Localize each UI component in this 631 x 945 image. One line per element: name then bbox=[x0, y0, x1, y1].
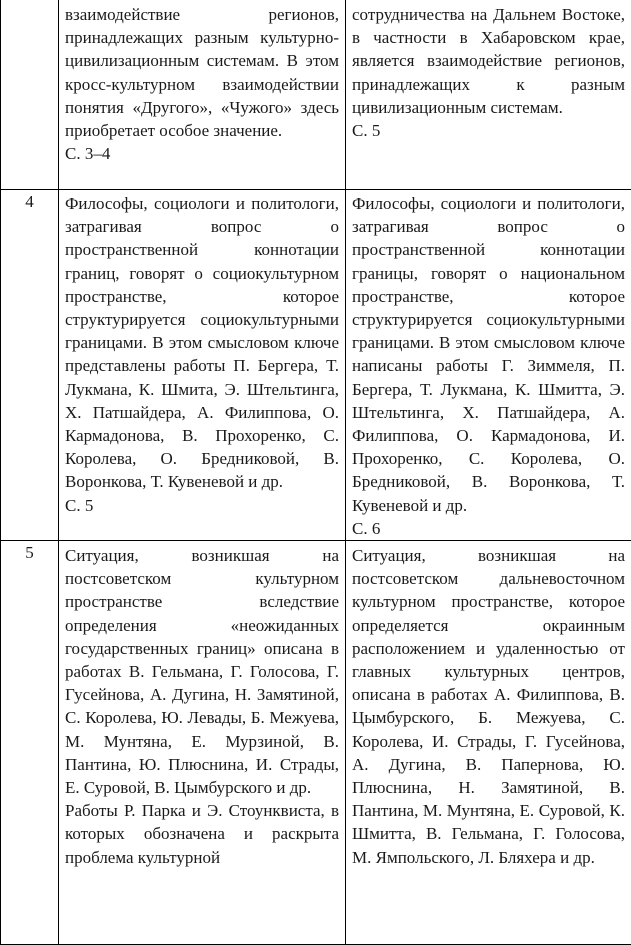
page-reference: С. 6 bbox=[352, 517, 625, 540]
compared-text-cell bbox=[346, 0, 631, 190]
original-text: взаимодействие регионов, принадлежащих разным культурно-цивилизационным системам. В этом кросс-культурном взаимодействии понятия «Другого», «Чужого» здесь приобретает особое значение. bbox=[65, 3, 339, 142]
original-text-cell bbox=[59, 190, 346, 541]
compared-text: сотрудничества на Дальнем Востоке, в частности в Хабаровском крае, является взаимодействие регионов, принадлежащих к разным цивилизационным системам. bbox=[352, 3, 625, 119]
row-number-cell bbox=[1, 0, 59, 190]
page-reference: С. 3–4 bbox=[65, 142, 339, 165]
compared-text-cell bbox=[346, 190, 631, 541]
original-text-cell bbox=[59, 0, 346, 190]
original-text: Ситуация, возникшая на постсоветском культурном пространстве вследствие определения «неожиданных государственных границ» описана в работах В. Гельмана, Г. Голосова, Г. Гусейнова, А. Дугина, Н. Замятиной, С. Королева, Ю. Левады, Б. Межуева, М. Мунтяна, Е. Мурзиной, В. Пантина, Ю. Плюснина, И. Страды, Е. Суровой, В. Цымбурского и др. bbox=[65, 544, 339, 799]
table-row bbox=[1, 541, 631, 945]
compared-text: Ситуация, возникшая на постсоветском дальневосточном культурном пространстве, которое определяется окраинным расположением и удаленностью от главных культурных центров, описана в работах А. Филиппова, В. Цымбурского, Б. Межуева, С. Королева, И. Страды, Г. Гусейнова, А. Дугина, В. Папернова, Ю. Плюснина, Н. Замятиной, В. Пантина, М. Мунтяна, Е. Суровой, К. Шмитта, В. Гельмана, Г. Голосова, М. Ямпольского, Л. Бляхера и др. bbox=[352, 544, 625, 869]
original-text-continued: Работы Р. Парка и Э. Стоунквиста, в которых обозначена и раскрыта проблема культурной bbox=[65, 799, 339, 869]
compared-text-cell bbox=[346, 541, 631, 945]
compared-text: Философы, социологи и политологи, затрагивая вопрос о пространственной коннотации границы, говорят о национальном пространстве, которое структурируется социокультурными границами. В этом смысловом ключе написаны работы Г. Зиммеля, П. Бергера, Т. Лукмана, К. Шмитта, Э. Штельтинга, Х. Патшайдера, А. Филиппова, О. Кармадонова, И. Прохоренко, С. Королева, О. Бредниковой, В. Воронкова, Т. Кувеневой и др. bbox=[352, 192, 625, 517]
table-row bbox=[1, 0, 631, 190]
page-reference: С. 5 bbox=[352, 119, 625, 142]
page-reference: С. 5 bbox=[65, 494, 339, 517]
original-text-cell bbox=[59, 541, 346, 945]
original-text: Философы, социологи и политологи, затрагивая вопрос о пространственной коннотации границ, говорят о социокультурном пространстве, которое структурируется социокультурными границами. В этом смысловом ключе представлены работы П. Бергера, Т. Лукмана, К. Шмита, Э. Штельтинга, Х. Патшайдера, А. Филиппова, О. Кармадонова, В. Прохоренко, С. Королева, О. Бредниковой, В. Воронкова, Т. Кувеневой и др. bbox=[65, 192, 339, 494]
table-row bbox=[1, 190, 631, 541]
row-number-cell: 4 bbox=[1, 190, 59, 541]
row-number-cell: 5 bbox=[1, 541, 59, 945]
